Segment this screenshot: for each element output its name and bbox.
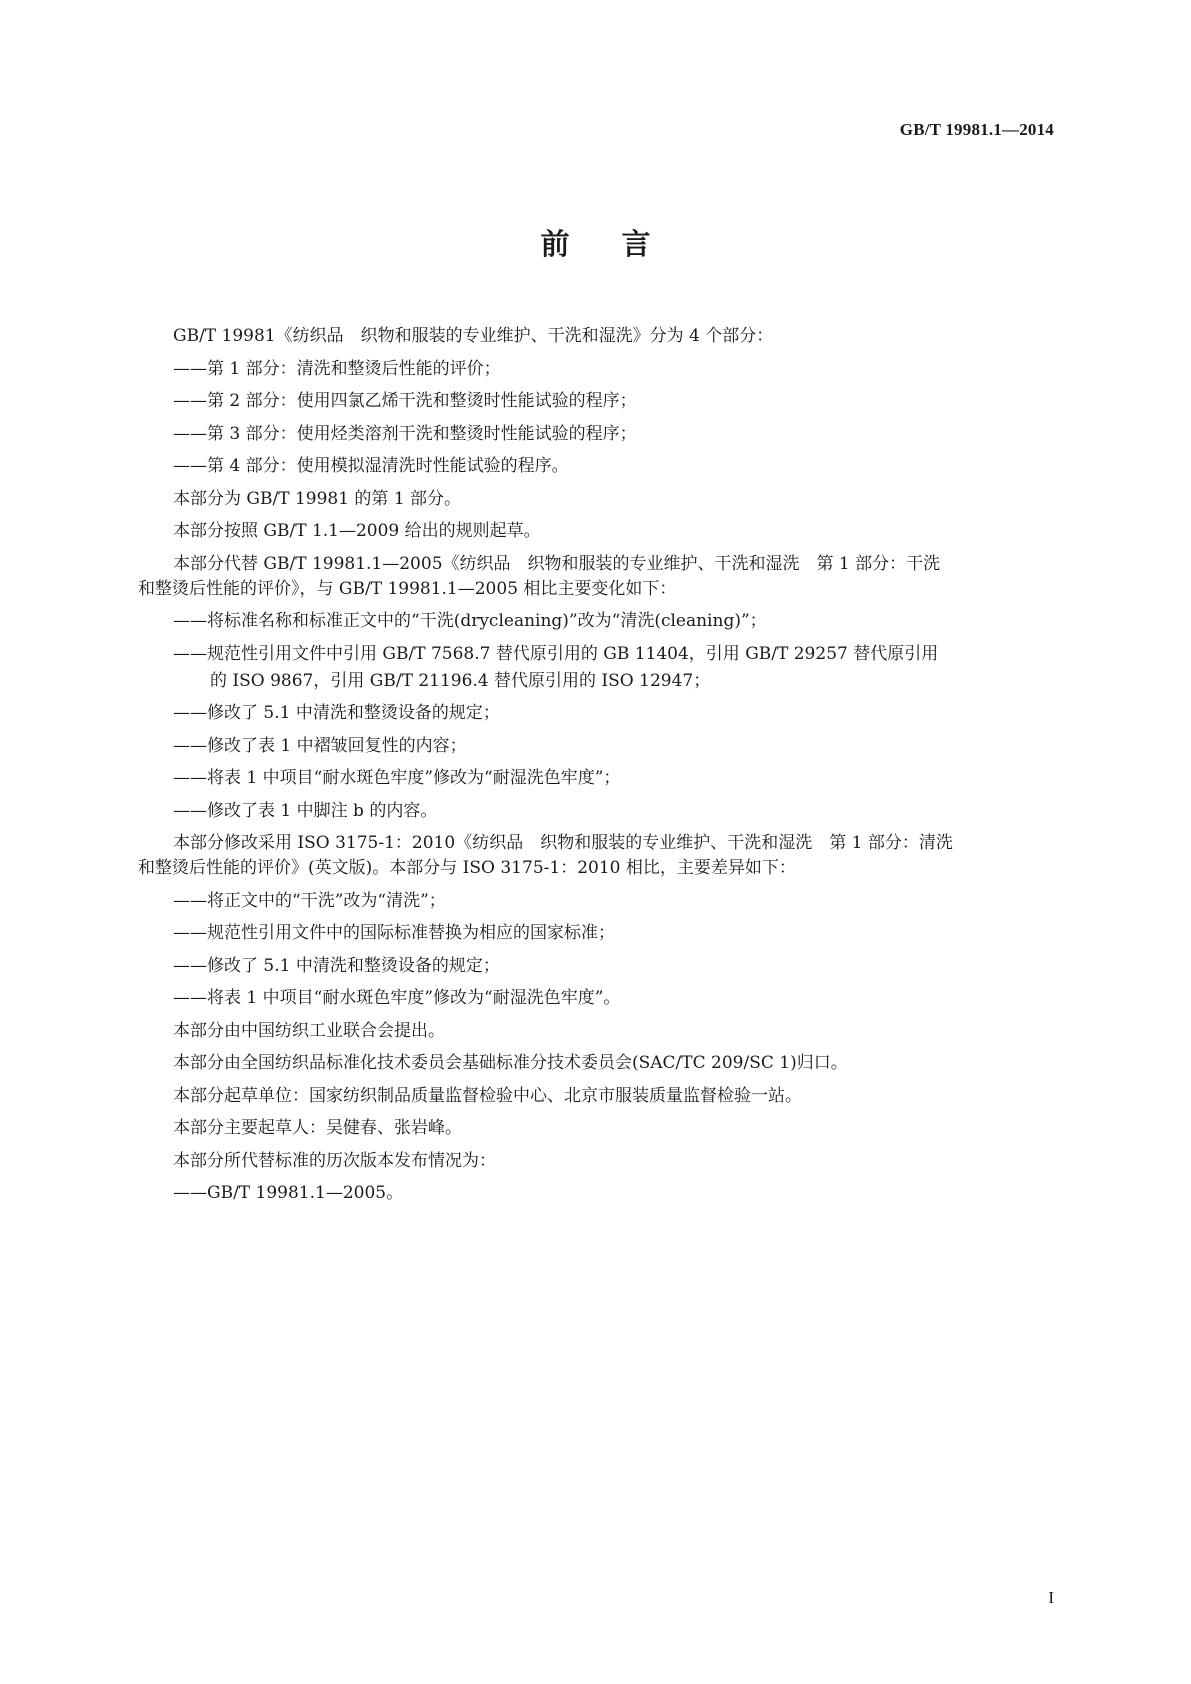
paragraph-version-history: 本部分所代替标准的历次版本发布情况为： [173,1150,496,1171]
page-title: 前言 [540,227,703,261]
list-item-diff-4: ——将表 1 中项目“耐水斑色牢度”修改为“耐湿洗色牢度”。 [173,988,621,1008]
page-number: I [1048,1588,1054,1607]
list-item-part-1: ——第 1 部分：清洗和整烫后性能的评价； [173,358,501,379]
foreword-body [138,326,1058,1216]
paragraph-drafting-units: 本部分起草单位：国家纺织制品质量监督检验中心、北京市服装质量监督检验一站。 [173,1085,802,1106]
paragraph-iso-line2: 和整烫后性能的评价》(英文版)。本部分与 ISO 3175-1：2010 相比，主要差异如下： [138,858,796,878]
paragraph-centralized-by: 本部分由全国纺织品标准化技术委员会基础标准分技术委员会(SAC/TC 209/SC 1)归口。 [173,1053,848,1073]
list-item-change-1: ——将标准名称和标准正文中的“干洗(drycleaning)”改为“清洗(cleaning)”； [173,611,767,631]
paragraph-parts-intro: GB/T 19981《纺织品 织物和服装的专业维护、干洗和湿洗》分为 4 个部分： [173,326,774,346]
paragraph-replaces-line2: 和整烫后性能的评价》，与 GB/T 19981.1—2005 相比主要变化如下： [138,578,677,599]
list-item-diff-3: ——修改了 5.1 中清洗和整烫设备的规定； [173,955,500,976]
list-item-diff-2: ——规范性引用文件中的国际标准替换为相应的国家标准； [173,923,615,943]
list-item-part-4: ——第 4 部分：使用模拟湿清洗时性能试验的程序。 [173,456,569,476]
list-item-change-5: ——将表 1 中项目“耐水斑色牢度”修改为“耐湿洗色牢度”； [173,768,621,788]
list-item-change-2-line2: 的 ISO 9867，引用 GB/T 21196.4 替代原引用的 ISO 12947； [210,670,711,691]
list-item-part-2: ——第 2 部分：使用四氯乙烯干洗和整烫时性能试验的程序； [173,391,637,411]
list-item-change-4: ——修改了表 1 中褶皱回复性的内容； [173,735,467,756]
paragraph-drafting-rules: 本部分按照 GB/T 1.1—2009 给出的规则起草。 [173,521,541,541]
list-item-previous-version: ——GB/T 19981.1—2005。 [173,1183,404,1203]
list-item-change-3: ——修改了 5.1 中清洗和整烫设备的规定； [173,703,500,723]
list-item-part-3: ——第 3 部分：使用烃类溶剂干洗和整烫时性能试验的程序； [173,423,637,444]
list-item-change-2-line1: ——规范性引用文件中引用 GB/T 7568.7 替代原引用的 GB 11404，引用 GB/T 29257 替代原引用 [173,643,939,664]
paragraph-this-part: 本部分为 GB/T 19981 的第 1 部分。 [173,488,462,509]
paragraph-proposed-by: 本部分由中国纺织工业联合会提出。 [173,1020,445,1041]
paragraph-drafters: 本部分主要起草人：吴健春、张岩峰。 [173,1118,462,1138]
paragraph-iso-line1: 本部分修改采用 ISO 3175-1：2010《纺织品 织物和服装的专业维护、干洗和湿洗 第 1 部分：清洗 [173,833,953,853]
list-item-diff-1: ——将正文中的“干洗”改为“清洗”； [173,890,446,911]
standard-code: GB/T 19981.1—2014 [899,120,1054,139]
paragraph-replaces-line1: 本部分代替 GB/T 19981.1—2005《纺织品 织物和服装的专业维护、干洗和湿洗 第 1 部分：干洗 [173,553,941,574]
list-item-change-6: ——修改了表 1 中脚注 b 的内容。 [173,800,438,821]
